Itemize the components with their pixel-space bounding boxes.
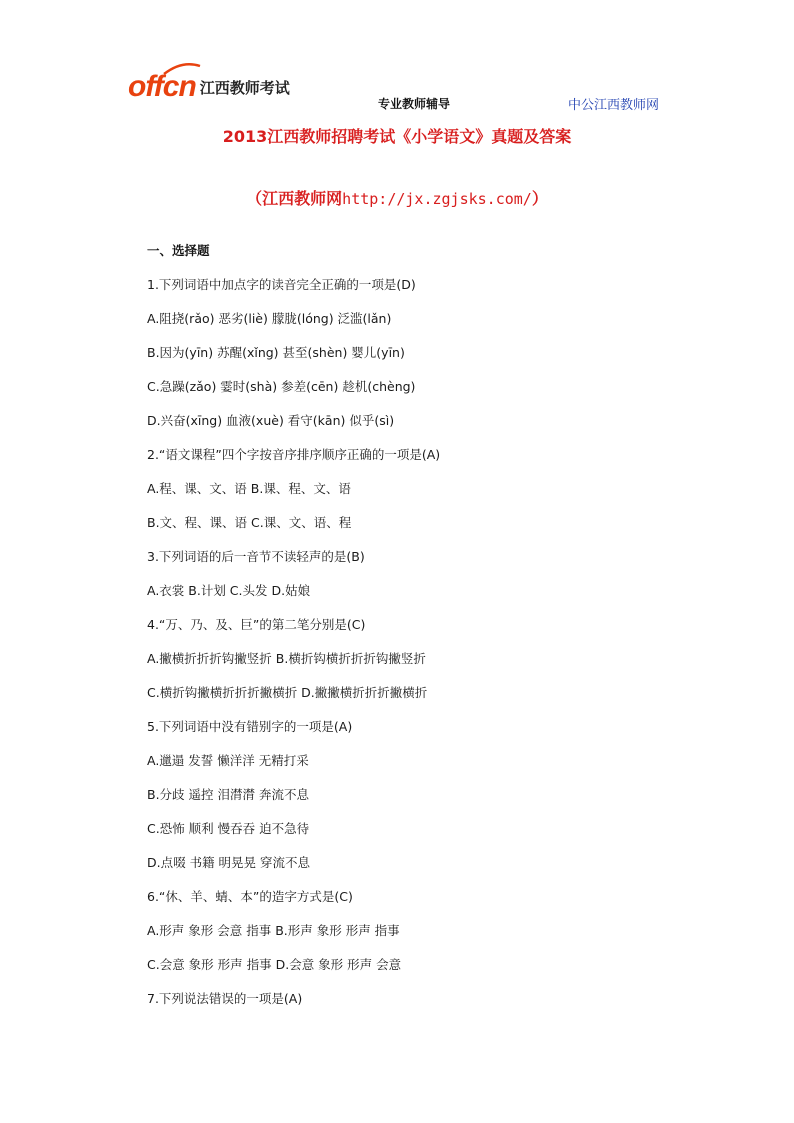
subtitle-site-name: 江西教师网: [262, 189, 343, 208]
subtitle-close-paren: ）: [531, 189, 548, 208]
question-line: C.急躁(zǎo) 霎时(shà) 参差(cēn) 趁机(chèng): [147, 379, 416, 394]
logo-text: 江西教师考试: [199, 79, 290, 97]
logo-swoosh-icon: [162, 62, 202, 76]
question-line: D.兴奋(xīng) 血液(xuè) 看守(kān) 似乎(sì): [147, 413, 395, 428]
page-subtitle: [0, 186, 794, 209]
question-line: 6.“休、羊、蜻、本”的造字方式是(C): [147, 889, 353, 904]
question-line: B.分歧 遥控 泪潸潸 奔流不息: [147, 787, 309, 802]
subtitle-open-paren: （: [246, 189, 263, 208]
subtitle-url-link[interactable]: http://jx.zgjsks.com/: [342, 190, 532, 208]
question-line: 1.下列词语中加点字的读音完全正确的一项是(D): [147, 277, 416, 292]
question-line: 5.下列词语中没有错别字的一项是(A): [147, 719, 353, 734]
question-line: A.阻挠(rǎo) 恶劣(liè) 朦胧(lóng) 泛滥(lǎn): [147, 311, 392, 326]
question-line: A.邋遢 发誓 懒洋洋 无精打采: [147, 753, 309, 768]
question-line: 7.下列说法错误的一项是(A): [147, 991, 303, 1006]
question-line: A.衣裳 B.计划 C.头发 D.姑娘: [147, 583, 311, 598]
question-line: C.恐怖 顺利 慢吞吞 迫不急待: [147, 821, 310, 836]
question-line: A.形声 象形 会意 指事 B.形声 象形 形声 指事: [147, 923, 400, 938]
question-line: 2.“语文课程”四个字按音序排序顺序正确的一项是(A): [147, 447, 441, 462]
header-tagline: 专业教师辅导: [378, 97, 451, 111]
question-line: D.点啜 书籍 明晃晃 穿流不息: [147, 855, 311, 870]
logo-wordmark: offcn: [128, 70, 196, 103]
question-line: B.文、程、课、语 C.课、文、语、程: [147, 515, 352, 530]
question-line: B.因为(yīn) 苏醒(xǐng) 甚至(shèn) 婴儿(yīn): [147, 345, 405, 360]
question-line: A.程、课、文、语 B.课、程、文、语: [147, 481, 351, 496]
question-line: C.横折钩撇横折折折撇横折 D.撇撇横折折折撇横折: [147, 685, 428, 700]
header-site-link[interactable]: 中公江西教师网: [568, 98, 660, 113]
offcn-logo: [128, 68, 290, 102]
section-heading: 一、选择题: [147, 243, 210, 258]
question-line: 4.“万、乃、及、巨”的第二笔分别是(C): [147, 617, 366, 632]
question-line: C.会意 象形 形声 指事 D.会意 象形 形声 会意: [147, 957, 402, 972]
question-line: A.撇横折折折钩撇竖折 B.横折钩横折折折钩撇竖折: [147, 651, 426, 666]
page-title: 2013江西教师招聘考试《小学语文》真题及答案: [222, 127, 572, 146]
question-line: 3.下列词语的后一音节不读轻声的是(B): [147, 549, 365, 564]
